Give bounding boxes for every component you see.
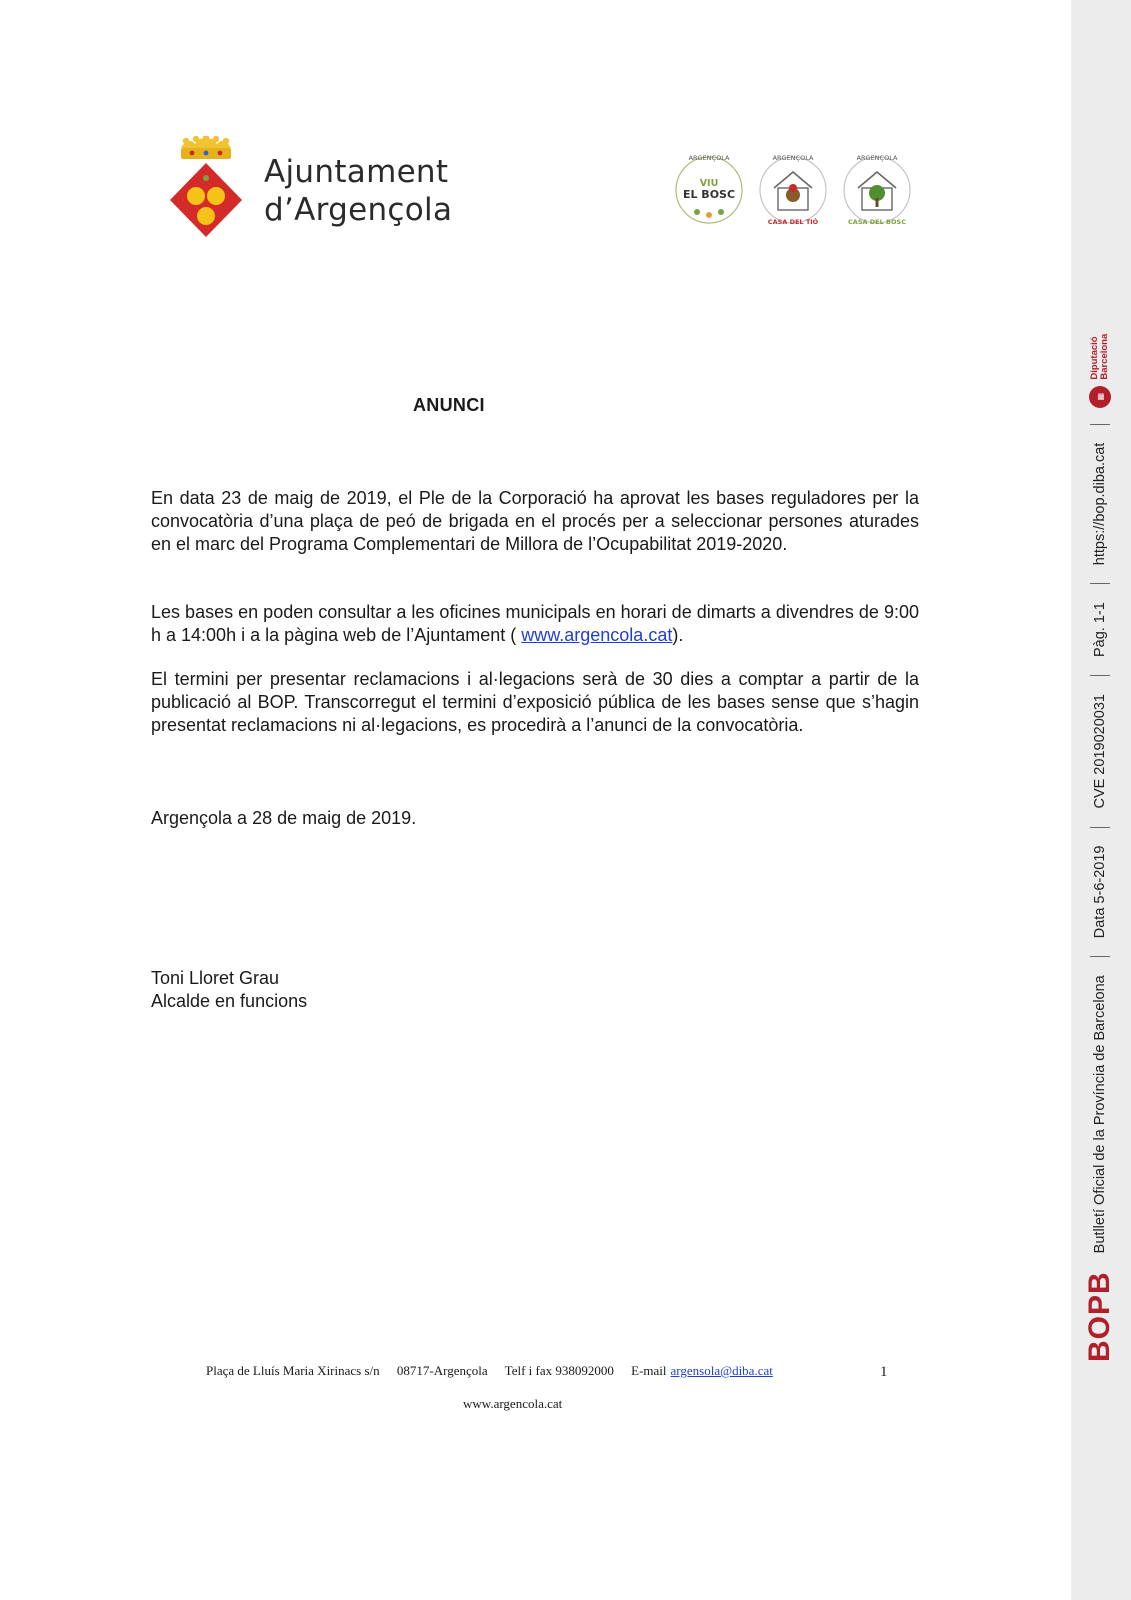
paragraph-consultation-end: ). — [672, 625, 684, 645]
page-number: 1 — [880, 1364, 888, 1380]
separator — [1090, 956, 1110, 957]
page-range: Pàg. 1-1 — [1092, 602, 1108, 658]
footer-email-label: E-mail — [631, 1363, 667, 1378]
paragraph-consultation — [151, 601, 919, 647]
footer-email-link[interactable]: argensola@diba.cat — [670, 1363, 773, 1378]
paragraph-approval: En data 23 de maig de 2019, el Ple de la Corporació ha aprovat les bases reguladores per la convocatòria d’una plaça de peó de brigada en el procés per a seleccionar persones aturades en el marc del Programa Complementari de Millora de l’Ocupabilitat 2019-2020. — [151, 488, 919, 554]
footer-contact — [206, 1363, 787, 1379]
seal-top-label: ARGENÇOLA — [856, 154, 898, 162]
footer-website: www.argencola.cat — [463, 1396, 563, 1411]
viu-el-bosc-seal-icon — [672, 148, 746, 232]
coat-of-arms-icon — [168, 136, 244, 242]
bop-vertical-band — [1083, 334, 1117, 1362]
place-and-date: Argençola a 28 de maig de 2019. — [151, 808, 417, 828]
bop-url[interactable]: https://bop.diba.cat — [1092, 442, 1108, 566]
seal-bottom-label: CASA DEL TIÓ — [767, 218, 819, 226]
seal-logos — [672, 148, 912, 232]
signature-block — [151, 967, 307, 1013]
bulletin-name: Butlletí Oficial de la Província de Barcelona — [1092, 975, 1108, 1254]
cve-code: CVE 2019020031 — [1092, 694, 1108, 809]
casa-del-tio-seal-icon — [756, 148, 830, 232]
ajuntament-logo — [168, 136, 488, 242]
signer-name: Toni Lloret Grau — [151, 968, 280, 988]
paragraph-claims: El termini per presentar reclamacions i al·legacions serà de 30 dies a comptar a partir de la publicació al BOP. Transcorregut el termini d’exposició pública de les bases sense que s’hagin presentat reclamacions ni al·legacions, es procedirà a l’anunci de la convocatòria. — [151, 669, 919, 735]
website-link[interactable]: www.argencola.cat — [521, 625, 673, 645]
casa-del-bosc-seal-icon — [840, 148, 914, 232]
footer-phone: Telf i fax 938092000 — [504, 1363, 614, 1378]
document-title: ANUNCI — [413, 395, 485, 415]
paragraph-consultation-text: Les bases en poden consultar a les oficines municipals en horari de dimarts a divendres de 9:00 h a 14:00h i a la pàgina web de l’Ajuntament ( — [151, 602, 919, 645]
diputacio-logo — [1089, 334, 1111, 408]
bopb-logo: BOPB — [1083, 1271, 1116, 1362]
footer-address: Plaça de Lluís Maria Xirinacs s/n — [206, 1363, 380, 1378]
seal-top-label: ARGENÇOLA — [688, 154, 730, 162]
seal-bottom-label: CASA DEL BOSC — [848, 218, 906, 226]
separator — [1090, 675, 1110, 676]
publication-date: Data 5-6-2019 — [1092, 845, 1108, 939]
diputacio-line2: Barcelona — [1099, 333, 1110, 380]
footer-postal: 08717-Argençola — [396, 1363, 488, 1378]
org-name-line2: d’Argençola — [264, 192, 453, 228]
separator — [1090, 827, 1110, 828]
signer-role: Alcalde en funcions — [151, 991, 308, 1011]
seal-top-label: ARGENÇOLA — [772, 154, 814, 162]
separator — [1090, 424, 1110, 425]
svg-text:VIU: VIU — [699, 178, 719, 189]
svg-text:EL BOSC: EL BOSC — [682, 188, 736, 201]
org-name-line1: Ajuntament — [264, 154, 449, 190]
diputacio-line1: Diputació — [1089, 336, 1100, 380]
separator — [1090, 583, 1110, 584]
diputacio-icon: ▦ — [1089, 386, 1111, 408]
